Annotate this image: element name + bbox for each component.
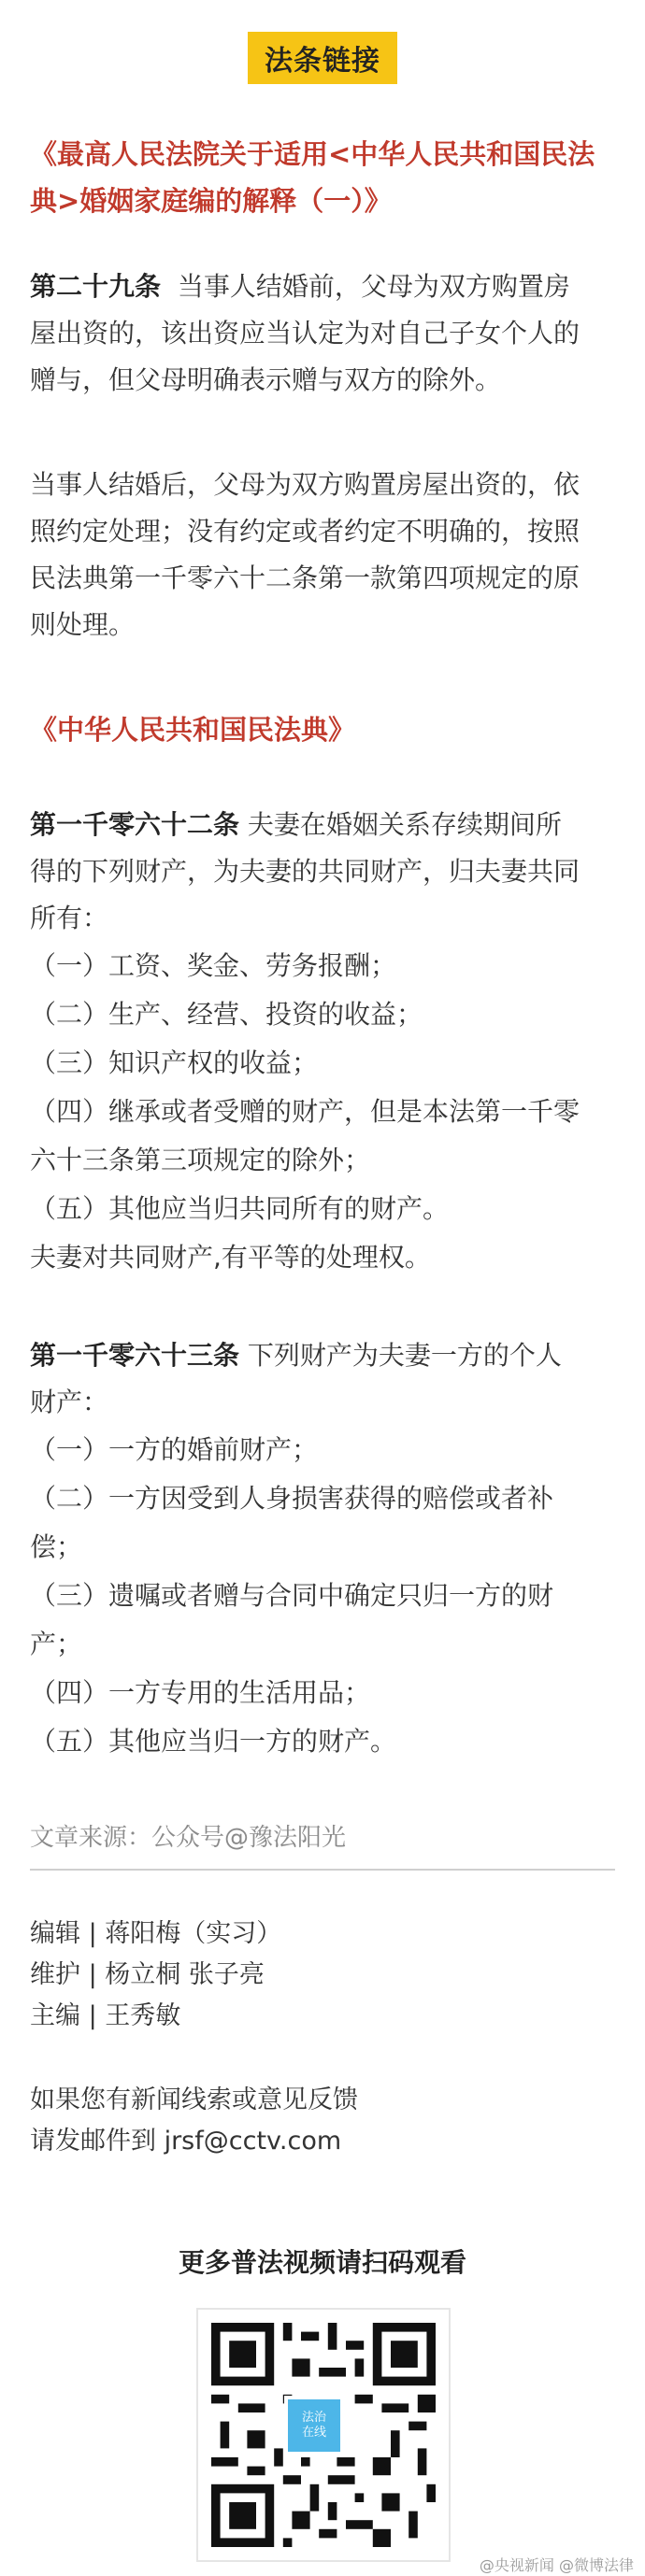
qr-code[interactable] bbox=[196, 2308, 451, 2562]
credit-maintain: 维护 | 杨立桐 张子亮 bbox=[30, 1960, 265, 1989]
list-item: （五）其他应当归一方的财产。 bbox=[30, 1726, 397, 1757]
section1-title-line2: 典>婚姻家庭编的解释（一）》 bbox=[30, 185, 392, 217]
list-item: （一）工资、奖金、劳务报酬； bbox=[30, 950, 397, 981]
article-source: 文章来源：公众号@豫法阳光 bbox=[30, 1824, 347, 1852]
list-item: （四）一方专用的生活用品； bbox=[30, 1677, 371, 1708]
list-item: （三）知识产权的收益； bbox=[30, 1047, 319, 1078]
para2-line4: 则处理。 bbox=[30, 609, 136, 640]
section2-title-text: 《中华人民共和国民法典》 bbox=[30, 714, 356, 746]
article-1062-label: 第一千零六十二条 bbox=[30, 809, 240, 840]
list-item: （二）生产、经营、投资的收益； bbox=[30, 999, 423, 1030]
list-item: 六十三条第三项规定的除外； bbox=[30, 1145, 371, 1175]
article-29-label: 第二十九条 bbox=[30, 271, 162, 302]
article-29-line2: 屋出资的，该出资应当认定为对自己子女个人的 bbox=[30, 318, 580, 349]
header bbox=[0, 32, 645, 84]
divider bbox=[30, 1869, 615, 1871]
list-item: 夫妻对共同财产,有平等的处理权。 bbox=[30, 1242, 431, 1273]
article-29-para2 bbox=[30, 462, 615, 648]
credit-chief: 主编 | 王秀敏 bbox=[30, 2001, 181, 2030]
list-item: 偿； bbox=[30, 1531, 83, 1562]
credits bbox=[30, 1914, 615, 2037]
list-item: 产； bbox=[30, 1629, 83, 1659]
feedback bbox=[30, 2080, 615, 2162]
article-1063 bbox=[30, 1332, 615, 1766]
article-29-line3: 赠与，但父母明确表示赠与双方的除外。 bbox=[30, 364, 502, 395]
qr-logo-text: 法治 在线 bbox=[301, 2411, 326, 2440]
section2-title bbox=[30, 706, 615, 753]
para2-line1: 当事人结婚后，父母为双方购置房屋出资的，依 bbox=[30, 469, 580, 500]
article-1062-line3: 所有： bbox=[30, 903, 109, 933]
credit-editor: 编辑 | 蒋阳梅（实习） bbox=[30, 1919, 282, 1948]
section1-title-line1: 《最高人民法院关于适用<中华人民共和国民法 bbox=[30, 138, 595, 170]
watermark: @央视新闻 @微博法律 bbox=[479, 2556, 634, 2574]
list-item: （四）继承或者受赠的财产，但是本法第一千零 bbox=[30, 1096, 580, 1127]
para2-line2: 照约定处理；没有约定或者约定不明确的，按照 bbox=[30, 516, 580, 547]
para2-line3: 民法典第一千零六十二条第一款第四项规定的原 bbox=[30, 562, 580, 593]
article-1062 bbox=[30, 802, 615, 1282]
list-item: （五）其他应当归共同所有的财产。 bbox=[30, 1193, 450, 1224]
list-item: （三）遗嘱或者赠与合同中确定只归一方的财 bbox=[30, 1580, 554, 1611]
article-1062-line2: 得的下列财产，为夫妻的共同财产，归夫妻共同 bbox=[30, 856, 580, 887]
list-item: （一）一方的婚前财产； bbox=[30, 1434, 319, 1465]
qr-logo bbox=[284, 2396, 344, 2455]
article-1063-label: 第一千零六十三条 bbox=[30, 1340, 240, 1371]
feedback-line1: 如果您有新闻线索或意见反馈 bbox=[30, 2085, 358, 2114]
feedback-email[interactable]: 请发邮件到 jrsf@cctv.com bbox=[30, 2127, 342, 2156]
list-item: （二）一方因受到人身损害获得的赔偿或者补 bbox=[30, 1483, 554, 1514]
article-29-line1: 当事人结婚前，父母为双方购置房 bbox=[177, 271, 570, 302]
article-1063-line1: 下列财产为夫妻一方的个人 bbox=[247, 1340, 562, 1371]
article-1062-line1: 夫妻在婚姻关系存续期间所 bbox=[247, 809, 562, 840]
section1-title bbox=[30, 131, 615, 224]
article-1063-line2: 财产： bbox=[30, 1387, 109, 1417]
article-29 bbox=[30, 263, 615, 404]
section-badge: 法条链接 bbox=[248, 32, 397, 84]
qr-caption: 更多普法视频请扫码观看 bbox=[178, 2247, 466, 2278]
